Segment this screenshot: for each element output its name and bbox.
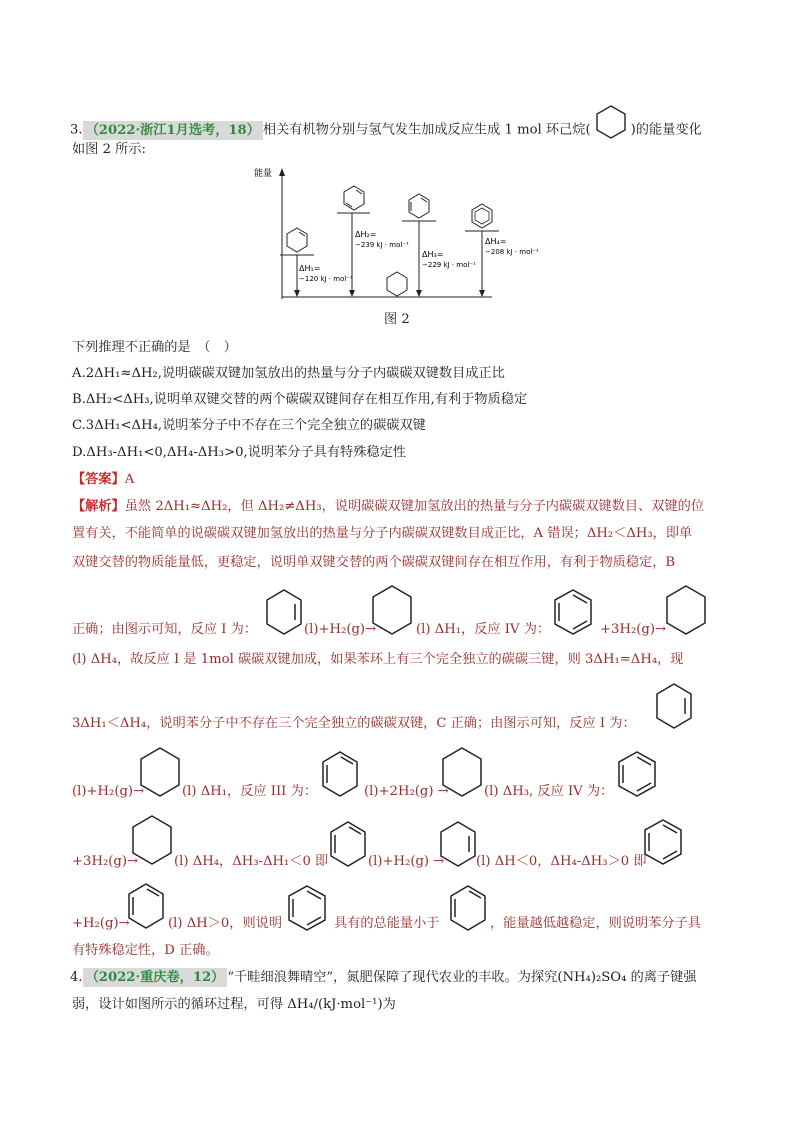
cyclohexane-product-icon (387, 272, 407, 296)
analysis-line3: 双键交替的物质能量低，更稳定，说明单双键交替的两个碳碳双键间存在相互作用，有利于物质稳定，B (72, 555, 676, 570)
cyclohexadiene-14-icon (409, 194, 429, 218)
cyclohexadiene-13-icon (344, 186, 364, 210)
analysis-label: 【解析】 (72, 499, 125, 514)
cyclohexadiene-icon (448, 884, 488, 936)
analysis-line4: 正确；由图示可知，反应 I 为： (72, 622, 258, 637)
option-d: D.ΔH₃-ΔH₁<0,ΔH₄-ΔH₃>0,说明苯分子具有特殊稳定性 (72, 445, 406, 460)
q3-source-tag: （2022·浙江1月选考，18） (83, 121, 263, 140)
cyclohexene-icon (287, 228, 307, 252)
dh1-label: ΔH₁= (299, 264, 321, 273)
dh4-value: −208 kJ · mol⁻¹ (485, 248, 539, 256)
cyclohexane-icon (138, 746, 182, 802)
cyclohexadiene-icon (320, 750, 360, 802)
benzene-icon (286, 884, 328, 936)
q3-line2: 如图 2 所示: (72, 142, 146, 157)
cyclohexene-icon (654, 682, 694, 734)
option-b: B.ΔH₂<ΔH₃,说明单双键交替的两个碳碳双键间存在相互作用,有利于物质稳定 (72, 392, 528, 407)
q4-line2: 弱，设计如图所示的循环过程，可得 ΔH₄/(kJ·mol⁻¹)为 (72, 997, 396, 1012)
dh3-value: −229 kJ · mol⁻¹ (422, 261, 476, 269)
analysis-line5: (l) ΔH₄，故反应 I 是 1mol 碳碳双键加成，如果苯环上有三个完全独立的碳碳三键，则 3ΔH₁=ΔH₄，现 (72, 652, 684, 667)
benzene-icon (552, 588, 594, 640)
figure-caption: 图 2 (384, 312, 410, 327)
analysis-line6: 3ΔH₁＜ΔH₄，说明苯分子中不存在三个完全独立的碳碳双键，C 正确；由图示可知，反应 I 为： (72, 716, 636, 731)
q3-number: 3. (70, 122, 83, 138)
q3-stem-part2: )的能量变化 (630, 122, 702, 138)
dh4-label: ΔH₄= (485, 237, 507, 246)
benzene-icon (616, 750, 658, 802)
benzene-icon (642, 818, 684, 870)
answer-line (72, 470, 134, 490)
cyclohexane-icon (593, 104, 629, 140)
option-a: A.2ΔH₁≈ΔH₂,说明碳碳双键加氢放出的热量与分子内碳碳双键数目成正比 (72, 366, 505, 381)
q3-stem-part1: 相关有机物分别与氢气发生加成反应生成 1 mol 环己烷( (262, 122, 591, 138)
energy-diagram-svg (252, 164, 552, 334)
analysis-line7: (l)+H₂(g)→ (72, 784, 145, 799)
cyclohexane-icon (370, 584, 414, 640)
energy-diagram (252, 164, 552, 334)
cyclohexane-icon (664, 584, 708, 640)
cyclohexane-icon (130, 814, 174, 870)
q4-source-tag: （2022·重庆卷，12） (83, 968, 228, 987)
analysis-line8: +3H₂(g)→ (72, 854, 139, 869)
q4-number: 4. (70, 970, 83, 985)
dh1-value: −120 kJ · mol⁻¹ (299, 275, 353, 283)
y-axis-label: 能量 (254, 169, 273, 179)
analysis-line1: 【解析】虽然 2ΔH₁≈ΔH₂，但 ΔH₂≠ΔH₃，说明碳碳双键加氢放出的热量与分子内碳碳双键数目、双键的位 (72, 499, 705, 514)
analysis-line10: 有特殊稳定性，D 正确。 (72, 943, 219, 958)
analysis-line9: +H₂(g)→ (72, 916, 130, 931)
analysis-line2: 置有关，不能简单的说碳碳双键加氢放出的热量与分子内碳碳双键数目成正比，A 错误；ΔH₂＜ΔH₃，即单 (72, 526, 693, 541)
dh2-value: −239 kJ · mol⁻¹ (355, 241, 409, 249)
answer-label: 【答案】 (72, 472, 125, 487)
cyclohexene-icon (264, 588, 304, 640)
q3-line1 (70, 112, 702, 148)
cyclohexadiene-icon (328, 820, 368, 872)
answer-value: A (124, 472, 135, 487)
y-axis-arrow (279, 168, 285, 176)
cyclohexane-icon (440, 746, 484, 802)
dh2-label: ΔH₂= (355, 230, 377, 239)
q4-line1: 4. （2022·重庆卷，12） “千畦细浪舞晴空”，氮肥保障了现代农业的丰收。为探究(NH₄)₂SO₄ 的离子键强 (70, 970, 697, 985)
q3-prompt: 下列推理不正确的是 （ ） (72, 340, 237, 355)
dh3-label: ΔH₃= (422, 250, 444, 259)
cyclohexadiene-icon (126, 882, 166, 934)
option-c: C.3ΔH₁<ΔH₄,说明苯分子中不存在三个完全独立的碳碳双键 (72, 418, 426, 433)
cyclohexene-icon (438, 820, 478, 872)
